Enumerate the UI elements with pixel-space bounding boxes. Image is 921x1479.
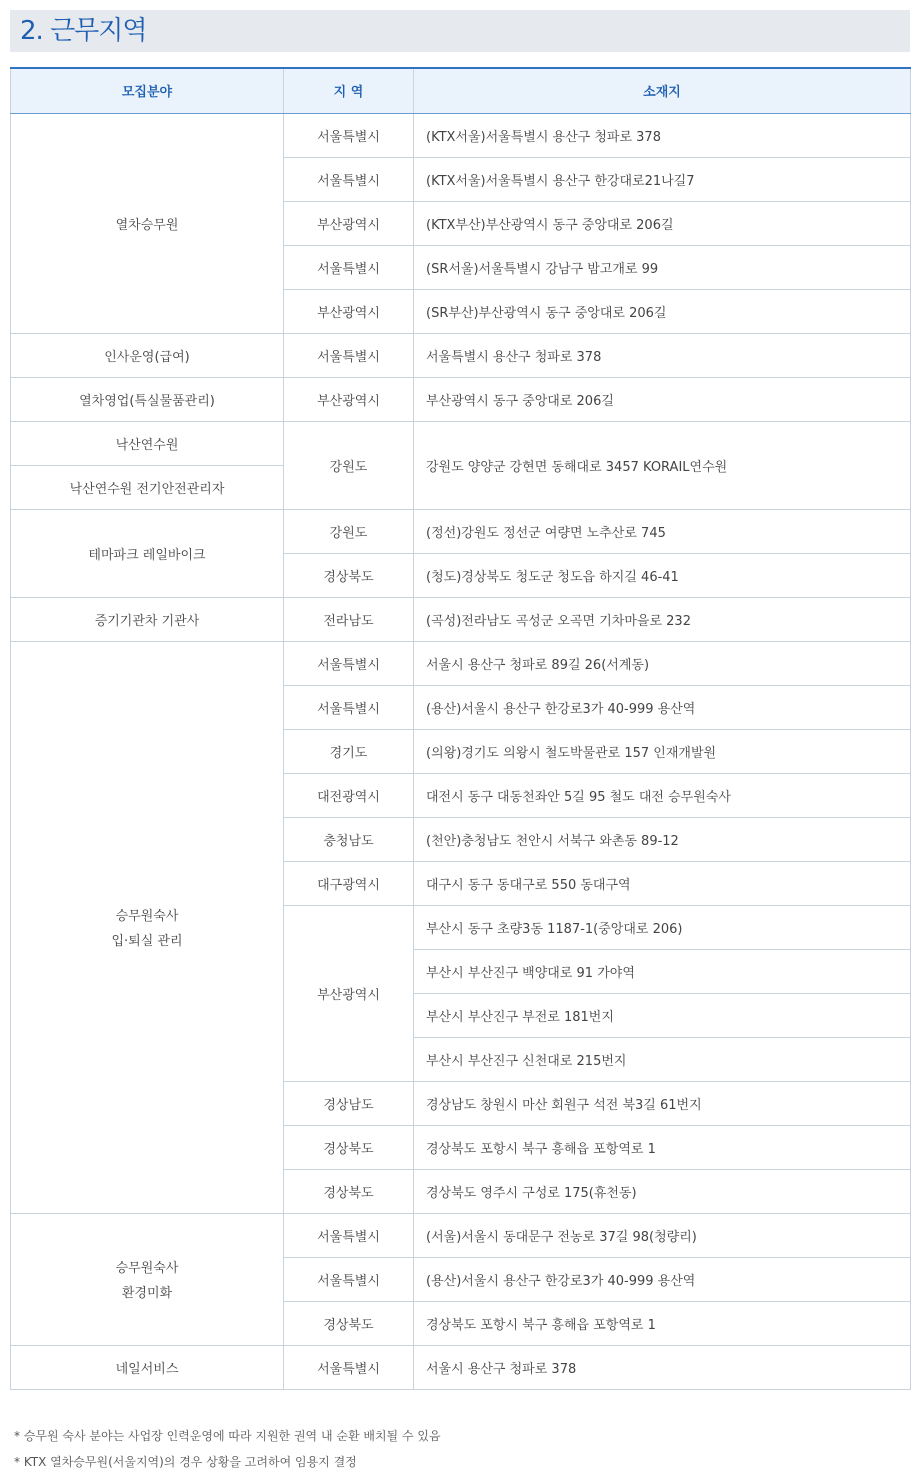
field-line: 승무원숙사 [115,1261,179,1276]
region-cell: 서울특별시 [284,113,414,157]
region-cell: 서울특별시 [284,1213,414,1257]
address-cell: 경상북도 포항시 북구 흥해읍 포항역로 1 [414,1125,911,1169]
address-cell: 서울특별시 용산구 청파로 378 [414,333,911,377]
region-cell: 부산광역시 [284,201,414,245]
header-field: 모집분야 [11,68,284,113]
address-cell: (정선)강원도 정선군 여량면 노추산로 745 [414,509,911,553]
table-row [11,509,911,553]
section-title: 2. 근무지역 [20,16,147,46]
field-cell: 네일서비스 [11,1345,284,1389]
table-row [11,421,911,465]
address-cell: (서울)서울시 동대문구 전농로 37길 98(청량리) [414,1213,911,1257]
section-header [10,10,910,52]
address-cell: 경상남도 창원시 마산 회원구 석전 북3길 61번지 [414,1081,911,1125]
region-cell: 전라남도 [284,597,414,641]
region-cell: 충청남도 [284,817,414,861]
address-cell: (KTX부산)부산광역시 동구 중앙대로 206길 [414,201,911,245]
region-cell: 부산광역시 [284,905,414,1081]
footnote: * 승무원 숙사 분야는 사업장 인력운영에 따라 지원한 권역 내 순환 배치될 수 있음 [14,1429,441,1443]
address-cell: 경상북도 영주시 구성로 175(휴천동) [414,1169,911,1213]
address-cell: 경상북도 포항시 북구 흥해읍 포항역로 1 [414,1301,911,1345]
table-row [11,1345,911,1389]
footnotes [14,1423,441,1475]
region-cell: 경상남도 [284,1081,414,1125]
region-cell: 대구광역시 [284,861,414,905]
region-cell: 경상북도 [284,553,414,597]
region-cell: 경상북도 [284,1301,414,1345]
field-cell: 낙산연수원 [11,421,284,465]
work-location-table [10,67,911,1390]
region-cell: 경상북도 [284,1169,414,1213]
address-cell: (의왕)경기도 의왕시 철도박물관로 157 인재개발원 [414,729,911,773]
address-cell: (SR부산)부산광역시 동구 중앙대로 206길 [414,289,911,333]
address-cell: 부산광역시 동구 중앙대로 206길 [414,377,911,421]
field-cell: 증기기관차 기관사 [11,597,284,641]
address-cell: 대구시 동구 동대구로 550 동대구역 [414,861,911,905]
footnote: * KTX 열차승무원(서울지역)의 경우 상황을 고려하여 임용지 결정 [14,1455,357,1469]
region-cell: 서울특별시 [284,685,414,729]
address-cell: (KTX서울)서울특별시 용산구 청파로 378 [414,113,911,157]
table-row [11,333,911,377]
region-cell: 경기도 [284,729,414,773]
region-cell: 부산광역시 [284,289,414,333]
region-cell: 서울특별시 [284,1257,414,1301]
address-cell: 부산시 부산진구 백양대로 91 가야역 [414,949,911,993]
address-cell: 강원도 양양군 강현면 동해대로 3457 KORAIL연수원 [414,421,911,509]
region-cell: 강원도 [284,421,414,509]
table-header-row [11,68,911,113]
address-cell: 부산시 동구 초량3동 1187-1(중앙대로 206) [414,905,911,949]
field-cell [11,641,284,1213]
field-cell [11,1213,284,1345]
region-cell: 강원도 [284,509,414,553]
address-cell: 서울시 용산구 청파로 89길 26(서계동) [414,641,911,685]
field-line: 승무원숙사 [115,909,179,924]
field-line: 입·퇴실 관리 [111,934,183,949]
region-cell: 서울특별시 [284,157,414,201]
address-cell: (용산)서울시 용산구 한강로3가 40-999 용산역 [414,685,911,729]
header-region: 지 역 [284,68,414,113]
header-address: 소재지 [414,68,911,113]
table-row [11,597,911,641]
region-cell: 부산광역시 [284,377,414,421]
field-cell: 열차영업(특실물품관리) [11,377,284,421]
address-cell: (곡성)전라남도 곡성군 오곡면 기차마을로 232 [414,597,911,641]
region-cell: 서울특별시 [284,641,414,685]
region-cell: 서울특별시 [284,245,414,289]
region-cell: 대전광역시 [284,773,414,817]
address-cell: (천안)충청남도 천안시 서북구 와촌동 89-12 [414,817,911,861]
region-cell: 서울특별시 [284,333,414,377]
field-cell: 테마파크 레일바이크 [11,509,284,597]
table-row [11,377,911,421]
address-cell: 대전시 동구 대동천좌안 5길 95 철도 대전 승무원숙사 [414,773,911,817]
address-cell: 부산시 부산진구 신천대로 215번지 [414,1037,911,1081]
address-cell: 서울시 용산구 청파로 378 [414,1345,911,1389]
address-cell: (KTX서울)서울특별시 용산구 한강대로21나길7 [414,157,911,201]
table-row [11,641,911,685]
address-cell: (용산)서울시 용산구 한강로3가 40-999 용산역 [414,1257,911,1301]
field-line: 환경미화 [121,1286,173,1301]
table-row [11,113,911,157]
region-cell: 경상북도 [284,1125,414,1169]
field-cell: 낙산연수원 전기안전관리자 [11,465,284,509]
address-cell: (청도)경상북도 청도군 청도읍 하지길 46-41 [414,553,911,597]
field-cell: 인사운영(급여) [11,333,284,377]
address-cell: (SR서울)서울특별시 강남구 밤고개로 99 [414,245,911,289]
table-row [11,1213,911,1257]
region-cell: 서울특별시 [284,1345,414,1389]
field-cell: 열차승무원 [11,113,284,333]
address-cell: 부산시 부산진구 부전로 181번지 [414,993,911,1037]
